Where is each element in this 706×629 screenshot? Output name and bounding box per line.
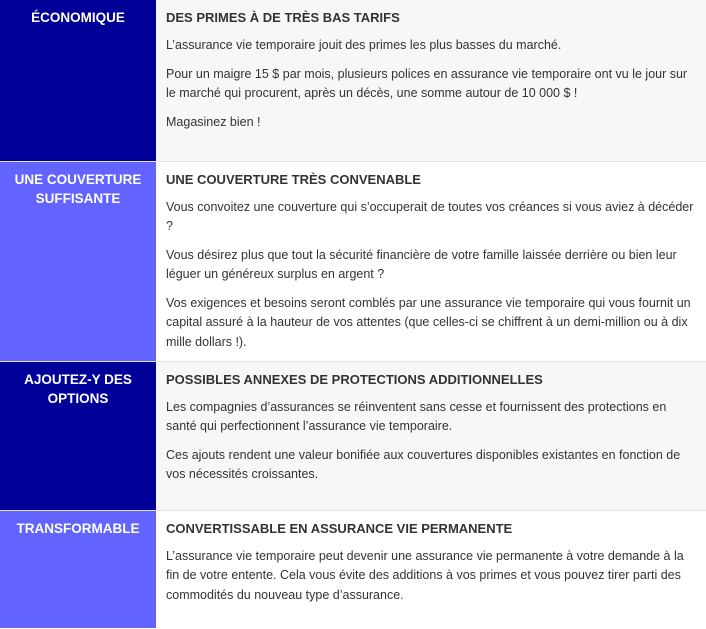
row-label: AJOUTEZ-Y DES OPTIONS [0,361,156,510]
row-paragraph: L’assurance vie temporaire peut devenir une assurance vie permanente à votre demande à la fin de votre entente. Cela vous évite des additions à vos primes et vous pouvez tirer parti des commodités du nouveau type d’assurance. [166,548,684,602]
row-paragraph: Vos exigences et besoins seront comblés par une assurance vie temporaire qui vous fournit un capital assuré à la hauteur de vos attentes (que celles-ci se chiffrent à un demi-million ou à dix mille dollars !). [166,295,691,349]
row-paragraph: Magasinez bien ! [166,114,261,129]
row-paragraph: Ces ajouts rendent une valeur bonifiée aux couvertures disponibles existantes en fonction de vos nécessités croissantes. [166,447,681,481]
row-heading: CONVERTISSABLE EN ASSURANCE VIE PERMANENTE [166,520,513,536]
table-row [0,510,706,628]
row-content [156,0,706,161]
row-paragraph: Les compagnies d’assurances se réinventent sans cesse et fournissent des protections en santé qui perfectionnent l’assurance vie temporaire. [166,399,667,433]
row-heading: UNE COUVERTURE TRÈS CONVENABLE [166,171,421,187]
row-label: UNE COUVERTURE SUFFISANTE [0,161,156,361]
row-heading: POSSIBLES ANNEXES DE PROTECTIONS ADDITIONNELLES [166,371,543,387]
row-content [156,510,706,628]
row-paragraph: Vous désirez plus que tout la sécurité financière de votre famille laissée derrière ou bien leur léguer un généreux surplus en argent ? [166,247,677,281]
row-content [156,361,706,510]
table-row [0,0,706,161]
row-paragraph: Vous convoitez une couverture qui s’occuperait de toutes vos créances si vous aviez à décéder ? [166,199,694,233]
row-content [156,161,706,361]
table-row [0,161,706,361]
table-row [0,361,706,510]
row-paragraph: Pour un maigre 15 $ par mois, plusieurs polices en assurance vie temporaire ont vu le jour sur le marché qui procurent, après un décès, une somme autour de 10 000 $ ! [166,66,688,100]
row-label: ÉCONOMIQUE [0,0,156,161]
row-label: TRANSFORMABLE [0,510,156,628]
row-paragraph: L’assurance vie temporaire jouit des primes les plus basses du marché. [166,38,562,52]
row-heading: DES PRIMES À DE TRÈS BAS TARIFS [166,10,400,25]
